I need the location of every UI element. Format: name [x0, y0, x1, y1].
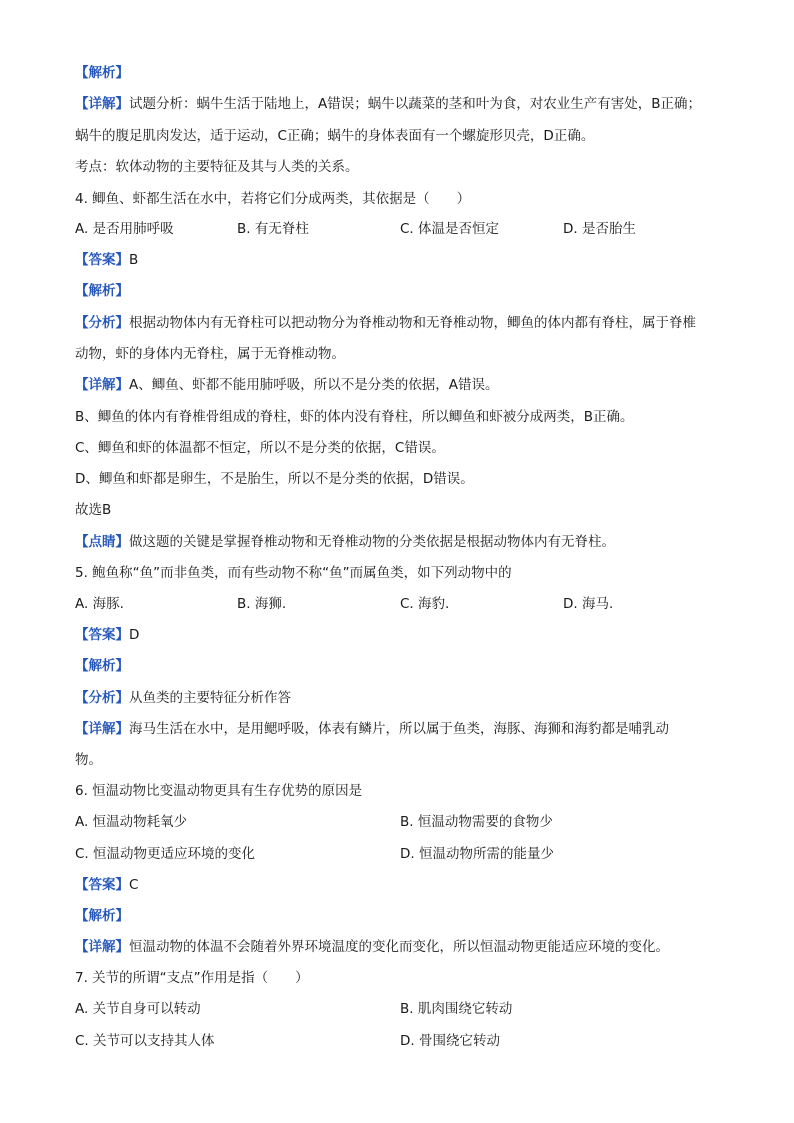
q7-option-a: A. 关节自身可以转动: [75, 1001, 201, 1017]
detail-text: 海马生活在水中，是用鳃呼吸，体表有鳞片，所以属于鱼类，海豚、海狮和海豹都是哺乳动: [129, 721, 669, 737]
q4-analysis-tag: 【解析】: [75, 283, 129, 299]
knowledge-point: 考点：软体动物的主要特征及其与人类的关系。: [75, 159, 359, 175]
q7-option-c: C. 关节可以支持其人体: [75, 1033, 215, 1049]
q4-fenxi-2: 动物，虾的身体内无脊柱，属于无脊椎动物。: [75, 346, 345, 362]
q5-answer: [75, 626, 735, 644]
detail-tag: 【详解】: [75, 377, 129, 393]
q5-option-c: C. 海豹.: [400, 596, 450, 612]
dianjing-text: 做这题的关键是掌握脊椎动物和无脊椎动物的分类依据是根据动物体内有无脊柱。: [129, 534, 615, 550]
answer-tag: 【答案】: [75, 252, 129, 268]
detail-text: A、鲫鱼、虾都不能用肺呼吸，所以不是分类的依据，A错误。: [129, 377, 499, 393]
q6-option-b: B. 恒温动物需要的食物少: [400, 814, 553, 830]
q5-option-b: B. 海狮.: [237, 596, 287, 612]
q4-detail-c: C、鲫鱼和虾的体温都不恒定，所以不是分类的依据，C错误。: [75, 440, 445, 456]
q4-detail-d: D、鲫鱼和虾都是卵生，不是胎生，所以不是分类的依据，D错误。: [75, 471, 474, 487]
q5-option-d: D. 海马.: [563, 596, 614, 612]
q4-option-b: B. 有无脊柱: [237, 221, 309, 237]
q5-xiangjie: [75, 720, 735, 738]
q6-xiangjie: [75, 938, 735, 956]
q4-xiangjie: [75, 376, 735, 394]
q4-fenxi: [75, 314, 735, 332]
q6-option-d: D. 恒温动物所需的能量少: [400, 846, 554, 862]
q7-option-b: B. 肌肉围绕它转动: [400, 1001, 513, 1017]
answer-value: D: [129, 627, 140, 643]
question-7-stem: 7. 关节的所谓“支点”作用是指（ ）: [75, 970, 309, 986]
analysis-tag: 【解析】: [75, 65, 129, 81]
answer-value: B: [129, 252, 139, 268]
q4-answer: [75, 251, 735, 269]
q4-option-a: A. 是否用肺呼吸: [75, 221, 174, 237]
q4-conclusion: 故选B: [75, 502, 112, 518]
answer-tag: 【答案】: [75, 627, 129, 643]
detail-text: 试题分析：蜗牛生活于陆地上，A错误；蜗牛以蔬菜的茎和叶为食，对农业生产有害处，B正确；: [129, 96, 701, 112]
q5-analysis-tag: 【解析】: [75, 658, 129, 674]
detail-tag: 【详解】: [75, 721, 129, 737]
q5-option-a: A. 海豚.: [75, 596, 124, 612]
fenxi-text: 根据动物体内有无脊柱可以把动物分为脊椎动物和无脊椎动物，鲫鱼的体内都有脊柱，属于脊椎: [129, 315, 696, 331]
detail-tag: 【详解】: [75, 96, 129, 112]
q4-option-c: C. 体温是否恒定: [400, 221, 500, 237]
detail-tag: 【详解】: [75, 939, 129, 955]
q6-option-a: A. 恒温动物耗氧少: [75, 814, 188, 830]
fenxi-tag: 【分析】: [75, 690, 129, 706]
answer-value: C: [129, 877, 139, 893]
question-6-stem: 6. 恒温动物比变温动物更具有生存优势的原因是: [75, 783, 363, 799]
q4-dianjing: [75, 533, 735, 551]
q7-option-d: D. 骨围绕它转动: [400, 1033, 500, 1049]
fenxi-tag: 【分析】: [75, 315, 129, 331]
q5-detail-2: 物。: [75, 752, 102, 768]
question-5-stem: 5. 鲍鱼称“鱼”而非鱼类，而有些动物不称“鱼”而属鱼类，如下列动物中的: [75, 565, 512, 581]
detail-line: [75, 95, 735, 113]
detail-text: 恒温动物的体温不会随着外界环境温度的变化而变化，所以恒温动物更能适应环境的变化。: [129, 939, 669, 955]
q4-detail-b: B、鲫鱼的体内有脊椎骨组成的脊柱，虾的体内没有脊柱，所以鲫鱼和虾被分成两类，B正确。: [75, 409, 634, 425]
q6-option-c: C. 恒温动物更适应环境的变化: [75, 846, 256, 862]
dianjing-tag: 【点睛】: [75, 534, 129, 550]
q5-fenxi: [75, 689, 735, 707]
fenxi-text: 从鱼类的主要特征分析作答: [129, 690, 291, 706]
detail-line-2: 蜗牛的腹足肌肉发达，适于运动，C正确；蜗牛的身体表面有一个螺旋形贝壳，D正确。: [75, 128, 595, 144]
answer-tag: 【答案】: [75, 877, 129, 893]
q6-analysis-tag: 【解析】: [75, 908, 129, 924]
question-4-stem: 4. 鲫鱼、虾都生活在水中，若将它们分成两类，其依据是（ ）: [75, 191, 471, 207]
q4-option-d: D. 是否胎生: [563, 221, 636, 237]
q6-answer: [75, 876, 735, 894]
